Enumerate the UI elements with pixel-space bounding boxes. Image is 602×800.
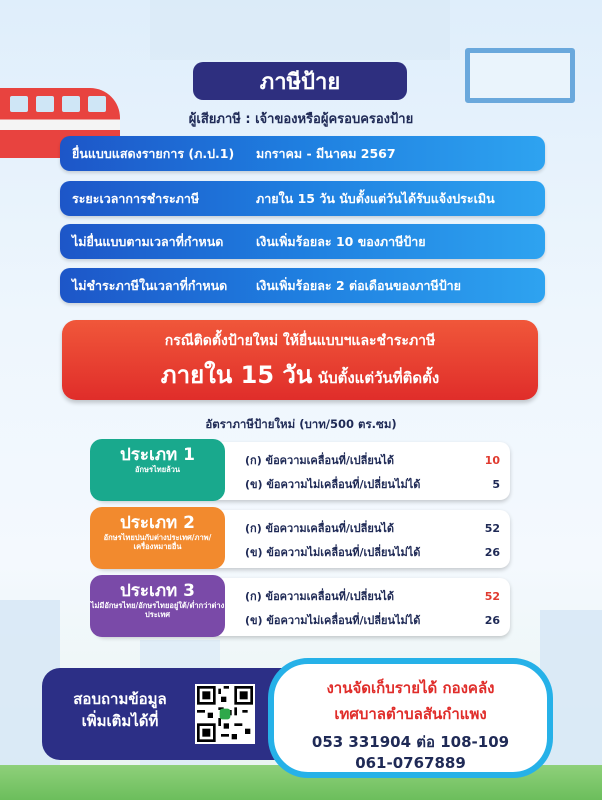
rate-a-label: (ก) ข้อความเคลื่อนที่/เปลี่ยนได้ [245,590,395,603]
rate-a-label: (ก) ข้อความเคลื่อนที่/เปลี่ยนได้ [245,454,395,467]
rate-b-label: (ข) ข้อความไม่เคลื่อนที่/เปลี่ยนไม่ได้ [245,614,421,627]
ask-line2: เพิ่มเติมได้ที่ [81,712,159,730]
info-row-value: ภายใน 15 วัน นับตั้งแต่วันได้รับแจ้งประเมิน [256,190,495,206]
type-badge [90,439,225,501]
rate-a-value: 52 [484,521,500,535]
rate-b-label: (ข) ข้อความไม่เคลื่อนที่/เปลี่ยนไม่ได้ [245,478,421,491]
notice-line1: กรณีติดตั้งป้ายใหม่ ให้ยื่นแบบฯและชำระภาษี [164,333,436,349]
info-row [60,136,545,171]
contact-dept: งานจัดเก็บรายได้ กองคลัง [326,679,495,697]
contact-mobile[interactable]: 061-0767889 [355,754,466,772]
info-row-label: ไม่ชำระภาษีในเวลาที่กำหนด [72,277,228,293]
rate-b-value: 26 [484,545,500,559]
qr-code-icon[interactable] [195,684,255,744]
background-building [150,0,450,60]
rate-title: อัตราภาษีป้ายใหม่ (บาท/500 ตร.ซม) [205,417,397,431]
rate-a-label: (ก) ข้อความเคลื่อนที่/เปลี่ยนได้ [245,522,395,535]
type-desc: อักษรไทยปนกับต่างประเทศ/ภาพ/เครื่องหมายอื่น [103,533,212,551]
type-card [95,442,510,500]
rate-a-value: 10 [484,453,500,467]
type-card [95,510,510,568]
contact-office: เทศบาลตำบลสันกำแพง [334,705,487,723]
info-row-label: ไม่ยื่นแบบตามเวลาที่กำหนด [72,233,224,249]
rate-a-value: 52 [484,589,500,603]
billboard-illustration [465,48,575,103]
info-row-value: เงินเพิ่มร้อยละ 2 ต่อเดือนของภาษีป้าย [256,277,461,293]
contact-box [268,658,553,778]
type-name: ประเภท 3 [119,581,196,601]
type-badge [90,507,225,569]
info-row [60,181,545,216]
new-sign-notice [62,320,538,400]
rate-b-label: (ข) ข้อความไม่เคลื่อนที่/เปลี่ยนไม่ได้ [245,546,421,559]
info-row-label: ยื่นแบบแสดงรายการ (ภ.ป.1) [72,145,235,161]
type-name: ประเภท 2 [119,513,196,533]
taxpayer-text: ผู้เสียภาษี : เจ้าของหรือผู้ครอบครองป้าย [188,112,414,127]
info-row [60,268,545,303]
info-row-label: ระยะเวลาการชำระภาษี [72,190,200,206]
type-desc: ไม่มีอักษรไทย/อักษรไทยอยู่ใต้/ต่ำกว่าต่างประเทศ [90,601,225,619]
contact-phone[interactable]: 053 331904 ต่อ 108-109 [311,733,510,751]
info-row-value: มกราคม - มีนาคม 2567 [256,145,396,161]
info-row [60,224,545,259]
type-badge [90,575,225,637]
type-card [90,578,510,636]
info-row-value: เงินเพิ่มร้อยละ 10 ของภาษีป้าย [256,233,426,249]
type-desc: อักษรไทยล้วน [134,465,181,474]
rate-b-value: 26 [484,613,500,627]
ask-line1: สอบถามข้อมูล [73,690,167,708]
type-name: ประเภท 1 [119,445,196,465]
notice-deadline-note: นับตั้งแต่วันที่ติดตั้ง [317,369,440,387]
notice-deadline: ภายใน 15 วัน [160,361,313,389]
page-title: ภาษีป้าย [193,62,407,100]
ask-text [55,688,185,732]
rate-b-value: 5 [492,477,500,491]
